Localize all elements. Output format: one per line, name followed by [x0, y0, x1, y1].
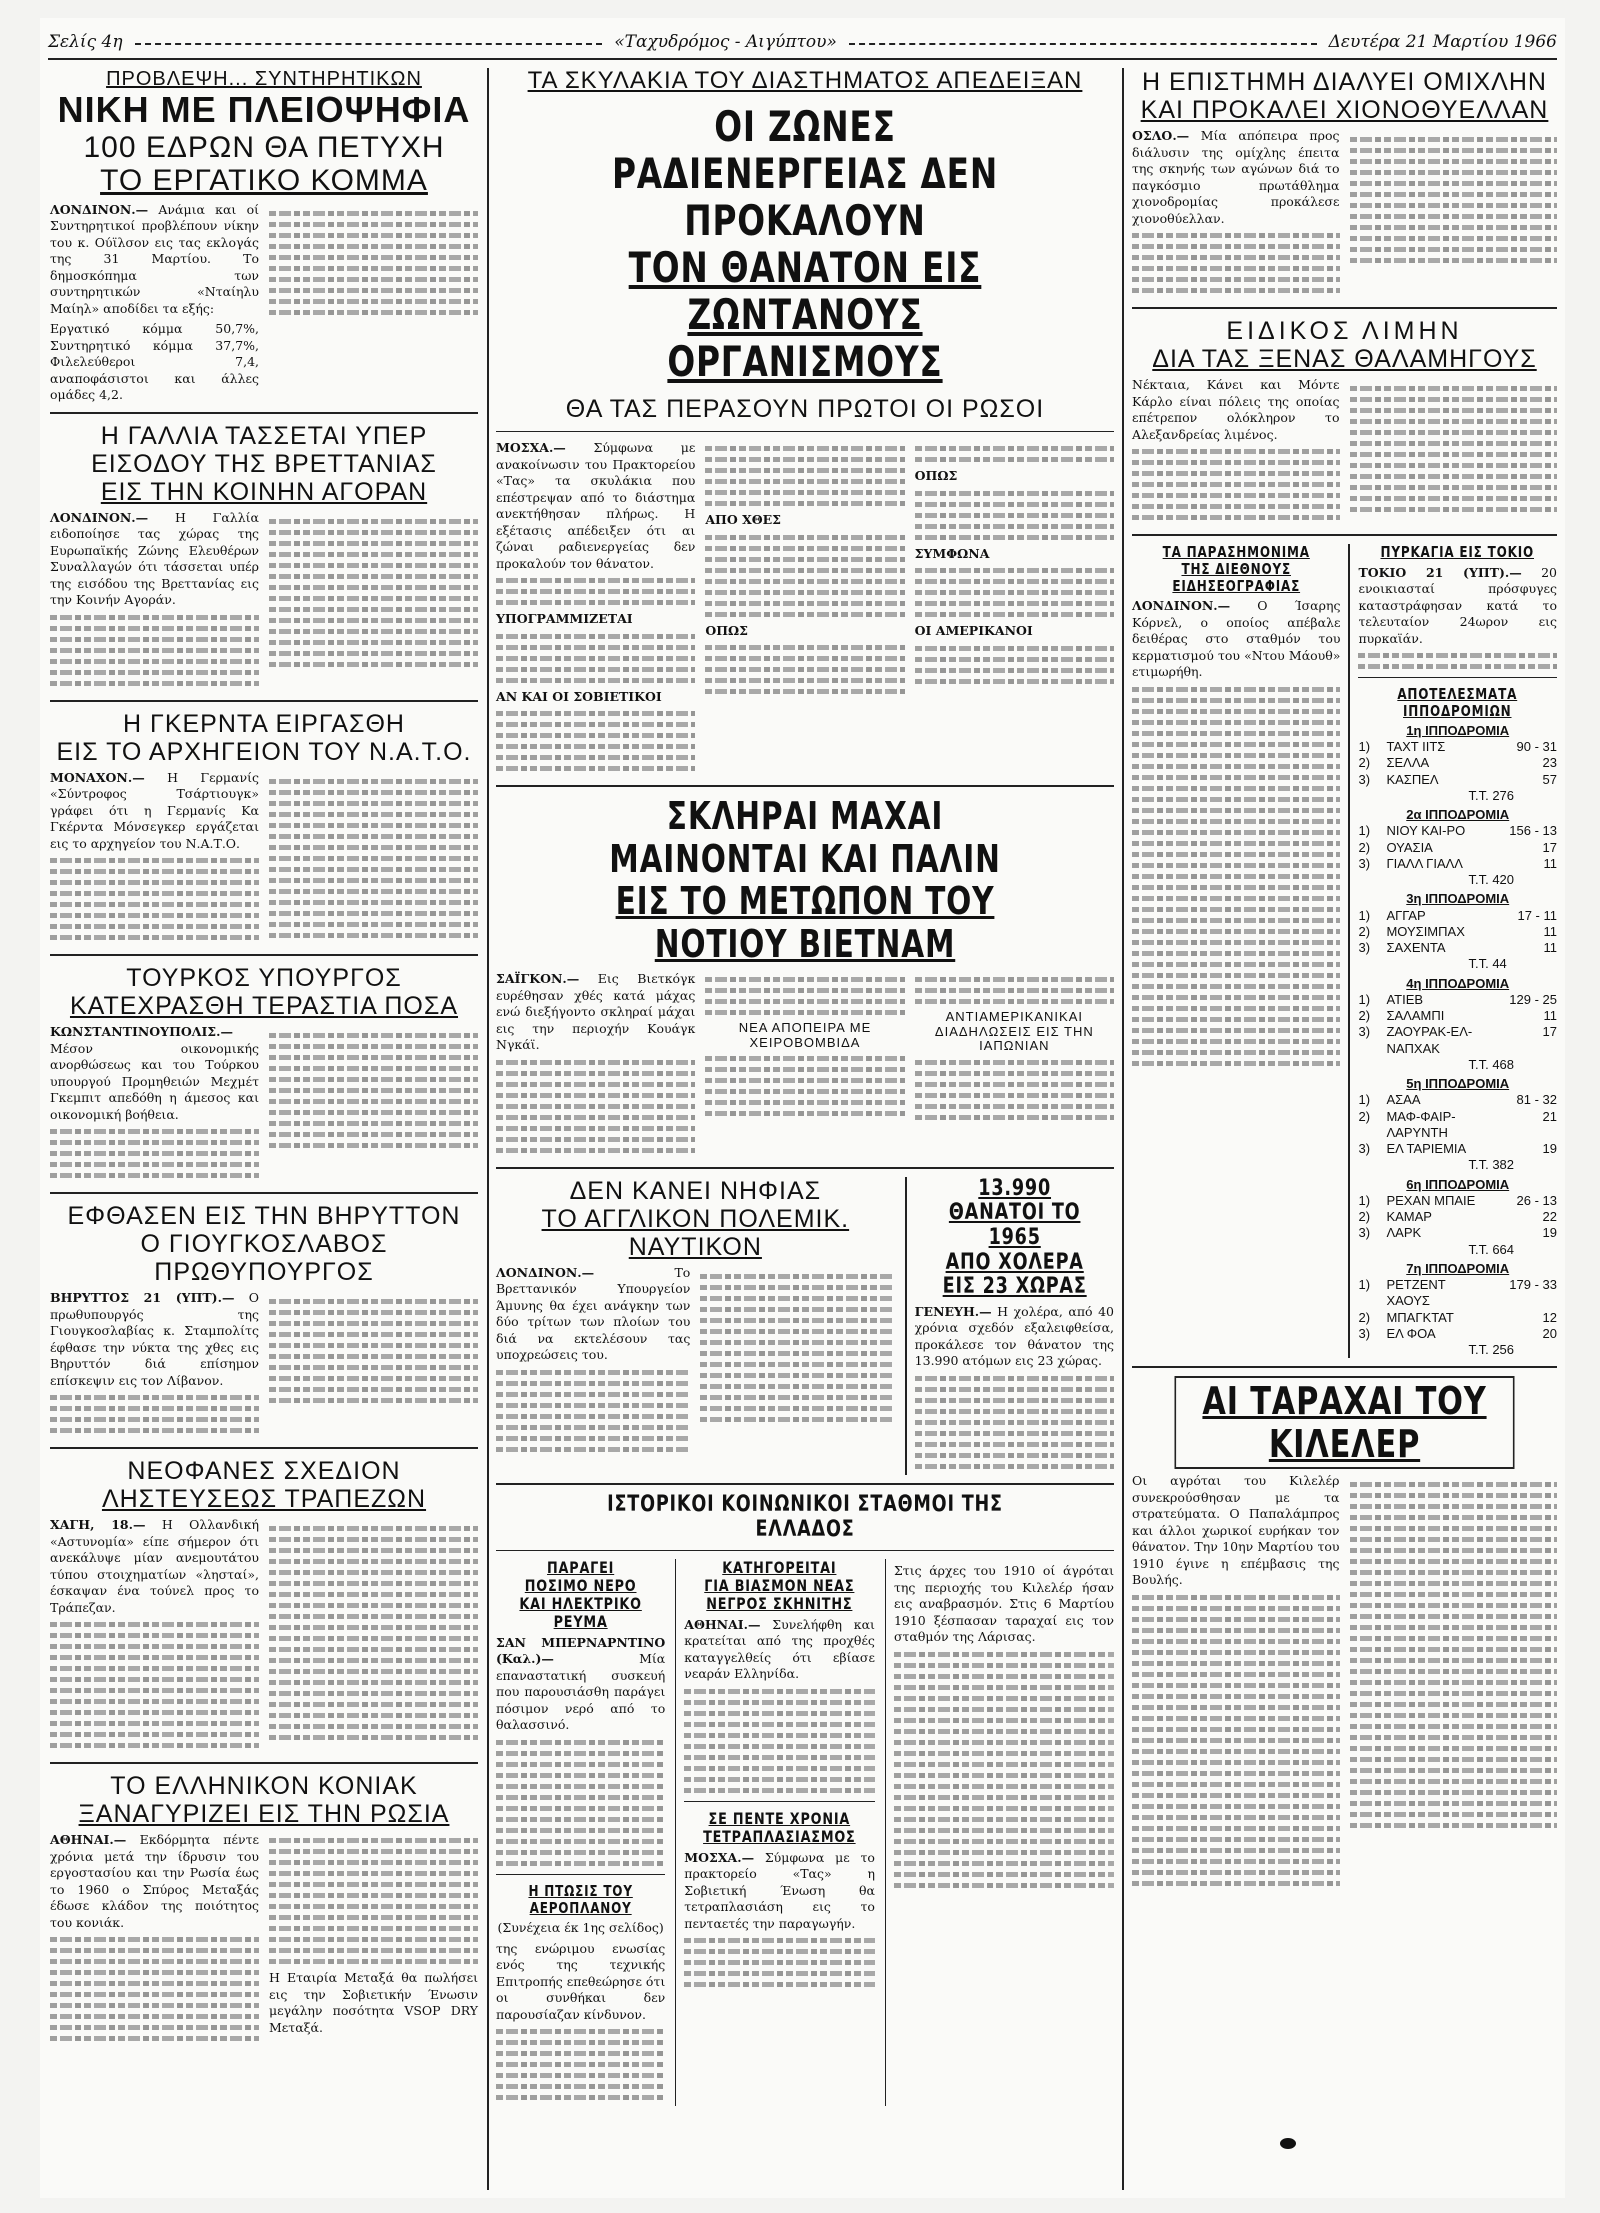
place: 2) [1358, 1309, 1371, 1325]
payout: 17 - 11 [1517, 907, 1557, 923]
race-result-row [1358, 1109, 1557, 1142]
horse-name: ΕΛ ΦΟΑ [1386, 1325, 1436, 1341]
article-gerda-nato [50, 710, 478, 947]
headline: ΤΑ ΠΑΡΑΣΗΜΟΝΙΜΑ [1162, 543, 1310, 561]
dateline: ΣΑΪΓΚΟΝ.— [496, 971, 580, 987]
race-title: 2α ΙΠΠΟΔΡΟΜΙΑ [1406, 807, 1510, 823]
divider [496, 1550, 1114, 1551]
headline: ΠΥΡΚΑΓΙΑ ΕΙΣ ΤΟΚΙΟ [1380, 543, 1535, 561]
dateline: ΤΟΚΙΟ 21 (ΥΠΤ).— [1358, 564, 1522, 580]
body-text: Η χολέρα, από 40 χρόνια σχεδόν εξαλειφθείσα, προκάλεσε τον θάνατον της 13.990 ατόμων εις 23 χώρας. [914, 1303, 1114, 1369]
race-result-row [1358, 1141, 1557, 1157]
race-title: 1η ΙΠΠΟΔΡΟΜΙΑ [1406, 722, 1510, 738]
article-yugoslav-pm [50, 1202, 478, 1439]
body-text: Εργατικό κόμμα 50,7%, Συντηρητικό κόμμα 37,7%, Φιλελεύθεροι 7,4, αναποφάσιστοι και άλλες ομάδες 4,2. [50, 321, 259, 403]
place: 3) [1358, 771, 1371, 787]
article-bank-robbery [50, 1457, 478, 1754]
body-text: Η Γαλλία ειδοποίησε τας χώρας της Ευρωπαϊκής Ζώνης Ελευθέρων Συναλλαγών ότι τάσσεται υπέρ της εισόδου της Βρεττανίας εις την Κοινήν Αγοράν. [50, 509, 259, 608]
subhead: ΑΝΤΙΑΜΕΡΙΚΑΝΙΚΑΙ ΔΙΑΔΗΛΩΣΕΙΣ ΕΙΣ ΤΗΝ ΙΑΠΩΝΙΑΝ [934, 1009, 1094, 1054]
body-text: της ενώριμου ενωσίας ενός της τεχνικής Επιτροπής επεθεώρησε ότι οι συνθήκαι δεν παρουσίαζαν κίνδυνον. [496, 1940, 666, 2022]
horse-name: ΡΕΧΑΝ ΜΠΑΙΕ [1386, 1192, 1476, 1208]
subhead: ΑΝ ΚΑΙ ΟΙ ΣΟΒΙΕΤΙΚΟΙ [496, 688, 662, 704]
article-vietnam [496, 795, 1114, 1159]
place: 3) [1358, 1141, 1371, 1157]
place: 3) [1358, 1024, 1371, 1040]
payout: 11 [1543, 855, 1557, 871]
headline: ΚΑΙ ΠΡΟΚΑΛΕΙ ΧΙΟΝΟΘΥΕΛΛΑΝ [1140, 96, 1549, 124]
section-heading: ΙΣΤΟΡΙΚΟΙ ΚΟΙΝΩΝΙΚΟΙ ΣΤΑΘΜΟΙ ΤΗΣ ΕΛΛΑΔΟΣ [607, 1491, 1003, 1542]
body-text: Συνελήφθη και κρατείται από της προχθές καταγγελθείς ότι εβίασε νεαράν Ελληνίδα. [684, 1616, 875, 1682]
newspaper-page [40, 18, 1565, 2198]
payout: 22 [1542, 1209, 1557, 1225]
body-text: Το Βρεττανικόν Υπουργείον Άμυνης θα έχει ανάγκην των δύο τρίτων των πλοίων του διά να εκτελέσουν τας υποχρεώσεις του. [496, 1264, 691, 1363]
horse-name: ΛΑΡΚ [1386, 1225, 1422, 1241]
body-text: Η Εταιρία Μεταξά θα πωλήσει εις την Σοβιετικήν Ένωσιν μεγάλην ποσότητα VSOP DRY Μεταξά. [269, 1970, 478, 2035]
race-result-row [1358, 856, 1557, 872]
kicker: ΤΑ ΣΚΥΛΑΚΙΑ ΤΟΥ ΔΙΑΣΤΗΜΑΤΟΣ ΑΠΕΔΕΙΞΑΝ [527, 67, 1083, 94]
horse-name: ΣΑΧΕΝΤΑ [1386, 940, 1446, 956]
headline: Η ΓΑΛΛΙΑ ΤΑΣΣΕΤΑΙ ΥΠΕΡ [100, 421, 428, 450]
subhead: ΟΙ ΑΜΕΡΙΚΑΝΟΙ [914, 623, 1033, 639]
race-result-row [1358, 739, 1557, 755]
dateline: ΛΟΝΔΙΝΟΝ.— [1132, 598, 1231, 614]
divider [496, 785, 1114, 787]
subhead: (Συνέχεια έκ 1ης σελίδος) [497, 1920, 664, 1936]
payout: 156 - 13 [1509, 823, 1557, 839]
payout: 17 [1542, 839, 1557, 855]
place: 1) [1358, 991, 1371, 1007]
payout: 11 [1543, 940, 1557, 956]
article-water [496, 1559, 665, 2106]
body-text: Ο πρωθυπουργός της Γιουγκοσλαβίας κ. Σταμπολίτς έφθασε την νύκτα της χθες εις Βηρυττόν διά επίσημον επίσκεψιν εις τον Λίβανον. [50, 1290, 259, 1388]
headline: ΕΙΣ ΤΟ ΑΡΧΗΓΕΙΟΝ ΤΟΥ Ν.Α.Τ.Ο. [56, 737, 472, 766]
payout: 179 - 33 [1509, 1277, 1557, 1293]
paper-name: «Ταχυδρόμος - Αιγύπτου» [614, 32, 837, 52]
place: 1) [1358, 823, 1371, 839]
payout: 57 [1542, 771, 1557, 787]
body-text: Νέκταια, Κάνει και Μόντε Κάρλο είναι πόλεις της οποίας επέτρεπον ολόκληρον το Αλεξανδρείας λιμένος. [1132, 377, 1340, 442]
headline: ΤΟ ΑΓΓΛΙΚΟΝ ΠΟΛΕΜΙΚ. ΝΑΥΤΙΚΟΝ [541, 1204, 850, 1261]
subhead: ΥΠΟΓΡΑΜΜΙΖΕΤΑΙ [496, 611, 633, 627]
horse-name: ΣΕΛΛΑ [1386, 755, 1430, 771]
race-result-row [1358, 1092, 1557, 1108]
article-history [885, 1559, 1114, 2106]
race-result-row [1358, 1193, 1557, 1209]
headline: ΕΙΣ ΤΗΝ ΚΟΙΝΗΝ ΑΓΟΡΑΝ [100, 477, 428, 506]
race-total: Τ.Τ. 256 [1468, 1342, 1515, 1358]
headline: 13.990 ΘΑΝΑΤΟΙ ΤΟ 1965 [948, 1175, 1081, 1250]
race-result-row [1358, 840, 1557, 856]
place: 3) [1358, 855, 1371, 871]
subhead: ΝΕΑ ΑΠΟΠΕΙΡΑ ΜΕ ΧΕΙΡΟΒΟΜΒΙΔΑ [738, 1020, 872, 1050]
article-tokyo-fire [1348, 544, 1557, 1358]
race-result-row [1358, 1310, 1557, 1326]
headline: Η ΕΠΙΣΤΗΜΗ ΔΙΑΛΥΕΙ ΟΜΙΧΛΗΝ [1141, 68, 1547, 96]
headline: ΤΗΣ ΔΙΕΘΝΟΥΣ ΕΙΔΗΣΕΟΓΡΑΦΙΑΣ [1172, 559, 1301, 595]
divider [50, 1192, 478, 1194]
dateline: ΜΟΣΧΑ.— [496, 440, 566, 456]
dateline: ΛΟΝΔΙΝΟΝ.— [50, 201, 149, 217]
race-result-row [1358, 908, 1557, 924]
body-text: Οι αγρόται του Κιλελέρ συνεκρούσθησαν με τα στρατεύματα. Ο Παπαλάμπρος και άλλοι χωρικοί ευρήκαν τον θάνατον. Την 10ην Μαρτίου του 1910 έγινε η επέμβασις της Βουλής. [1132, 1473, 1340, 1588]
divider [1132, 534, 1557, 536]
headline: ΛΗΣΤΕΥΣΕΩΣ ΤΡΑΠΕΖΩΝ [101, 1485, 427, 1514]
divider [50, 1447, 478, 1449]
divider [496, 1874, 665, 1875]
horse-name: ΝΙΟΥ ΚΑΙ-ΡΟ [1386, 823, 1466, 839]
payout: 20 [1542, 1325, 1557, 1341]
article-assault [675, 1559, 875, 2106]
race-result-row [1358, 940, 1557, 956]
race-title: 6η ΙΠΠΟΔΡΟΜΙΑ [1406, 1176, 1510, 1192]
divider [496, 1167, 1114, 1169]
headline: ΕΙΔΙΚΟΣ ΛΙΜΗΝ [1226, 317, 1463, 345]
place: 2) [1358, 1108, 1371, 1124]
race-result-row [1358, 924, 1557, 940]
headline: Η ΓΚΕΡΝΤΑ ΕΙΡΓΑΣΘΗ [123, 709, 405, 738]
horse-name: ΚΑΣΠΕΛ [1386, 771, 1439, 787]
headline: ΤΟΝ ΘΑΝΑΤΟΝ ΕΙΣ ΖΩΝΤΑΝΟΥΣ ΟΡΓΑΝΙΣΜΟΥΣ [628, 242, 982, 387]
horse-name: ΜΑΦ-ΦΑΙΡ-ΛΑΡΥΝΤΗ [1386, 1108, 1456, 1140]
headline: ΕΙΣ ΤΟ ΜΕΤΩΠΟΝ ΤΟΥ ΝΟΤΙΟΥ ΒΙΕΤΝΑΜ [615, 879, 995, 966]
column-rule [487, 68, 489, 2190]
place: 1) [1358, 907, 1371, 923]
body-text: Η Ολλανδική «Αστυνομία» είπε σήμερον ότι ανεκάλυψε μίαν ανεμουτάτου τύπου στοιχηματίων «λησταί», έσκαψαν ένα τούνελ προς το Τράπεζαν. [50, 1517, 259, 1615]
payout: 21 [1542, 1108, 1557, 1124]
headline: ΕΦΘΑΣΕΝ ΕΙΣ ΤΗΝ ΒΗΡΥΤΤΟΝ [67, 1202, 461, 1231]
article-labour-victory [50, 68, 478, 404]
place: 2) [1358, 1209, 1371, 1225]
horse-name: ΤΑΧΤ ΙΙΤΣ [1386, 739, 1446, 755]
body-text: Μία επαναστατική συσκευή που παρουσιάσθη παράγει πόσιμον νερό από το θαλασσινό. [496, 1651, 666, 1733]
body-text: Η Γερμανίς «Σύντροφος Τσάρτιουγκ» γράφει ότι η Γερμανίς Κα Γκέρντα Μόνσεγκερ εργάζεται εις το αρχηγείον του Ν.Α.Τ.Ο. [50, 769, 259, 851]
deck: ΘΑ ΤΑΣ ΠΕΡΑΣΟΥΝ ΠΡΩΤΟΙ ΟΙ ΡΩΣΟΙ [565, 395, 1045, 424]
payout: 11 [1543, 923, 1557, 939]
headline: ΚΑΙ ΗΛΕΚΤΡΙΚΟ ΡΕΥΜΑ [519, 1593, 642, 1631]
payout: 90 - 31 [1516, 739, 1557, 755]
race-total: Τ.Τ. 664 [1468, 1241, 1515, 1257]
horse-name: ΜΠΑΓΚΤΑΤ [1386, 1309, 1454, 1325]
payout: 81 - 32 [1516, 1092, 1557, 1108]
place: 2) [1358, 1008, 1371, 1024]
race-result-row [1358, 1225, 1557, 1241]
header-dashes [849, 43, 1317, 45]
divider [50, 954, 478, 956]
body-text: Εις Βιετκόγκ ευρέθησαν χθές κατά μάχας ενώ διεξήγοντο σκληραί μάχαι εις την περιοχήν Κουάγκ Νγκάϊ. [496, 971, 696, 1053]
body-text: Μία απόπειρα προς διάλυσιν της ομίχλης έπειτα της σκηνής των αγώνων διά το παγκόσμιο πρωτάθλημα χιονοδρομίας προκάλεσε χιονοθύελλαν. [1132, 128, 1340, 226]
divider [684, 1801, 875, 1802]
subhead: ΟΠΩΣ [914, 468, 958, 484]
divider [1132, 307, 1557, 309]
dateline: ΑΘΗΝΑΙ.— [50, 1832, 127, 1848]
dateline: ΚΩΝΣΤΑΝΤΙΝΟΥΠΟΛΙΣ.— [50, 1024, 233, 1040]
horse-name: ΡΕΤΖΕΝΤ ΧΑΟΥΣ [1386, 1277, 1446, 1309]
page-number: Σελίς 4η [48, 32, 123, 52]
divider [496, 431, 1114, 432]
headline: 100 ΕΔΡΩΝ ΘΑ ΠΕΤΥΧΗ [83, 130, 445, 164]
horse-name: ΟΥΑΣΙΑ [1386, 839, 1433, 855]
divider [50, 412, 478, 414]
divider [50, 700, 478, 702]
headline: ΝΕΓΡΟΣ ΣΚΗΝΙΤΗΣ [706, 1593, 853, 1613]
running-header [48, 26, 1557, 60]
horse-name: ΓΙΑΛΛ ΓΙΑΛΛ [1386, 855, 1463, 871]
horse-name: ΜΟΥΣΙΜΠΑΧ [1386, 923, 1465, 939]
headline: ΝΕΟΦΑΝΕΣ ΣΧΕΔΙΟΝ [127, 1457, 401, 1486]
race-total: Τ.Τ. 382 [1468, 1157, 1515, 1173]
headline: ΞΑΝΑΓΥΡΙΖΕΙ ΕΙΣ ΤΗΝ ΡΩΣΙΑ [78, 1800, 450, 1829]
place: 1) [1358, 1092, 1371, 1108]
horse-name: ΕΛ ΤΑΡΙΕΜΙΑ [1386, 1141, 1467, 1157]
headline: ΑΠΟ ΧΟΛΕΡΑ ΕΙΣ 23 ΧΩΡΑΣ [942, 1249, 1087, 1300]
dateline: ΑΘΗΝΑΙ.— [684, 1616, 761, 1632]
race-total: Τ.Τ. 420 [1468, 872, 1515, 888]
article-cholera [905, 1177, 1114, 1475]
headline: ΤΟ ΕΛΛΗΝΙΚΟΝ ΚΟΝΙΑΚ [110, 1772, 418, 1801]
body-text: Εκδόρμητα πέντε χρόνια μετά την ίδρυσιν του εργοστασίου και την Ρωσία έως το 1960 ο Σπύρος Μεταξάς έδωσε κλάδον της ποιότητος του κονιάκ. [50, 1832, 259, 1930]
headline: Η ΠΤΩΣΙΣ ΤΟΥ ΑΕΡΟΠΛΑΝΟΥ [528, 1881, 633, 1917]
body-text: Μέσον οικονομικής ανορθώσεως και του Τούρκου υπουργού Προμηθειών Μεχμέτ Γκεμπιτ απεδόθη η άμεσος και οικονομική βοήθεια. [50, 1040, 259, 1122]
ink-blot [1280, 2138, 1296, 2149]
article-yacht-port [1132, 317, 1557, 526]
horse-name: ΑΓΓΑΡ [1386, 907, 1426, 923]
place: 2) [1358, 839, 1371, 855]
payout: 11 [1543, 1008, 1557, 1024]
article-france-britain [50, 422, 478, 692]
divider [1132, 1366, 1557, 1368]
race-total: Τ.Τ. 468 [1468, 1056, 1515, 1072]
headline: Ο ΓΙΟΥΓΚΟΣΛΑΒΟΣ ΠΡΩΘΥΠΟΥΡΓΟΣ [140, 1230, 388, 1287]
place: 3) [1358, 1325, 1371, 1341]
headline: ΔΕΝ ΚΑΝΕΙ ΝΗΦΙΑΣ [569, 1176, 822, 1205]
payout: 26 - 13 [1516, 1192, 1557, 1208]
article-royal-navy [496, 1177, 895, 1475]
headline: ΔΙΑ ΤΑΣ ΞΕΝΑΣ ΘΑΛΑΜΗΓΟΥΣ [1152, 345, 1537, 373]
race-title: 7η ΙΠΠΟΔΡΟΜΙΑ [1406, 1260, 1510, 1276]
payout: 23 [1542, 755, 1557, 771]
dateline: ΛΟΝΔΙΝΟΝ.— [496, 1264, 595, 1280]
place: 2) [1358, 755, 1371, 771]
dateline: ΟΣΛΟ.— [1132, 128, 1190, 143]
race-result-row [1358, 755, 1557, 771]
subhead: ΣΥΜΦΩΝΑ [914, 545, 990, 561]
headline: ΣΕ ΠΕΝΤΕ ΧΡΟΝΙΑ [708, 1808, 851, 1828]
place: 2) [1358, 923, 1371, 939]
place: 1) [1358, 1277, 1371, 1293]
dateline: ΒΗΡΥΤΤΟΣ 21 (ΥΠΤ).— [50, 1290, 235, 1306]
race-total: Τ.Τ. 44 [1468, 956, 1507, 972]
left-column [50, 68, 478, 2190]
headline: ΟΙ ΖΩΝΕΣ ΡΑΔΙΕΝΕΡΓΕΙΑΣ ΔΕΝ ΠΡΟΚΑΛΟΥΝ [611, 101, 999, 245]
payout: 129 - 25 [1509, 991, 1557, 1007]
dateline: ΛΟΝΔΙΝΟΝ.— [50, 509, 149, 525]
subhead: ΟΠΩΣ [705, 622, 748, 638]
dateline: ΓΕΝΕΥΗ.— [914, 1303, 992, 1319]
race-result-row [1358, 1277, 1557, 1310]
divider [50, 1762, 478, 1764]
body-text: Ανάμια και οί Συντηρητικοί προβλέπουν νίκην του κ. Ούϊλσον εις τας εκλογάς της 31 Μαρτίου. Το δημοσκόπημα των συντηρητικών «Νταίηλυ Μαίηλ» αποδίδει τα εξής: [50, 201, 259, 316]
dateline: ΜΟΣΧΑ.— [684, 1849, 755, 1865]
header-dashes [135, 43, 603, 45]
divider [496, 1483, 1114, 1485]
divider [1358, 677, 1557, 678]
headline: ΑΙ ΤΑΡΑΧΑΙ ΤΟΥ ΚΙΛΕΛΕΡ [1175, 1376, 1515, 1469]
race-result-row [1358, 1326, 1557, 1342]
race-result-row [1358, 772, 1557, 788]
horse-name: ΚΑΜΑΡ [1386, 1209, 1432, 1225]
race-result-row [1358, 1008, 1557, 1024]
article-greek-cognac [50, 1772, 478, 2047]
headline: ΤΟΥΡΚΟΣ ΥΠΟΥΡΓΟΣ [126, 964, 402, 993]
results-heading: ΑΠΟΤΕΛΕΣΜΑΤΑ ΙΠΠΟΔΡΟΜΙΩΝ [1397, 685, 1518, 721]
kicker: ΠΡΟΒΛΕΨΗ... ΣΥΝΤΗΡΗΤΙΚΩΝ [106, 68, 422, 90]
race-total: Τ.Τ. 276 [1468, 787, 1515, 803]
article-kileler [1132, 1376, 1557, 1892]
dateline: ΜΟΝΑΧΟΝ.— [50, 769, 145, 785]
headline: ΚΑΤΕΧΡΑΣΘΗ ΤΕΡΑΣΤΙΑ ΠΟΣΑ [69, 992, 459, 1021]
place: 3) [1358, 940, 1371, 956]
race-result-row [1358, 1209, 1557, 1225]
right-column [1132, 68, 1557, 2190]
payout: 19 [1542, 1141, 1557, 1157]
headline: ΓΙΑ ΒΙΑΣΜΟΝ ΝΕΑΣ [704, 1576, 855, 1596]
headline: ΠΑΡΑΓΕΙ ΠΟΣΙΜΟ ΝΕΡΟ [524, 1558, 637, 1596]
issue-date: Δευτέρα 21 Μαρτίου 1966 [1328, 32, 1557, 52]
dateline: ΧΑΓΗ, 18.— [50, 1517, 146, 1533]
body-text: Σύμφωνα με ανακοίνωσιν του Πρακτορείου «Τας» τα σκυλάκια που επέστρεψαν από το διάστημα ανεκτήθησαν πλήρως. Η εξέτασις απέδειξεν ότι αι ζώναι ραδιενεργείας δεν προκαλούν τον θάνατον. [496, 440, 696, 571]
payout: 19 [1542, 1225, 1557, 1241]
dateline: ΣΑΝ ΜΠΕΡΝΑΡΝΤΙΝΟ (Καλ.)— [496, 1634, 666, 1667]
headline: ΕΙΣΟΔΟΥ ΤΗΣ ΒΡΕΤΤΑΝΙΑΣ [91, 449, 437, 478]
body-text: Στις άρχες του 1910 οί άγρόται της περιοχής του Κιλελέρ ήσαν εις αναβρασμόν. Στις 6 Μαρτίου 1910 ξέσπασαν ταραχαί εις τον σταθμόν της Λάρισας. [893, 1563, 1114, 1645]
body-text: Σύμφωνα με το πρακτορείο «Τας» η Σοβιετική Ένωση θα τετραπλασιάση εις το πενταετές την παραγωγήν. [684, 1849, 875, 1931]
middle-column [496, 68, 1114, 2190]
place: 1) [1358, 739, 1371, 755]
article-news-oddities [1132, 544, 1340, 1358]
horse-name: ΣΑΛΑΜΠΙ [1386, 1008, 1445, 1024]
place: 3) [1358, 1225, 1371, 1241]
body-text: 20 ενοικιασταί πρόσφυγες καταστράφησαν κατά το τελευταίον 24ωρον εις πυρκαϊάν. [1358, 564, 1557, 646]
headline: ΤΕΤΡΑΠΛΑΣΙΑΣΜΟΣ [703, 1826, 856, 1846]
race-result-row [1358, 1024, 1557, 1057]
race-title: 4η ΙΠΠΟΔΡΟΜΙΑ [1406, 975, 1510, 991]
headline: ΣΚΛΗΡΑΙ ΜΑΧΑΙ ΜΑΙΝΟΝΤΑΙ ΚΑΙ ΠΑΛΙΝ [609, 794, 1001, 881]
payout: 12 [1542, 1309, 1557, 1325]
headline: ΝΙΚΗ ΜΕ ΠΛΕΙΟΨΗΦΙΑ [57, 89, 471, 131]
body-text: Ο Ίσαρης Κόρνελ, ο οποίος απέβαλε δειθέρας στο σταθμόν του κερματισμού του «Ντου Μάουθ» ετιμωρήθη. [1132, 598, 1341, 680]
article-space-dogs [496, 68, 1114, 777]
race-title: 3η ΙΠΠΟΔΡΟΜΙΑ [1406, 891, 1510, 907]
horse-name: ΑΤΙΕΒ [1386, 991, 1424, 1007]
race-title: 5η ΙΠΠΟΔΡΟΜΙΑ [1406, 1076, 1510, 1092]
place: 1) [1358, 1192, 1371, 1208]
subhead: ΑΠΟ ΧΘΕΣ [705, 512, 782, 528]
horse-name: ΑΣΑΑ [1386, 1092, 1421, 1108]
race-result-row [1358, 823, 1557, 839]
article-turkish-minister [50, 964, 478, 1184]
headline: ΤΟ ΕΡΓΑΤΙΚΟ ΚΟΜΜΑ [100, 164, 428, 198]
horse-name: ΖΑΟΥΡΑΚ-ΕΛ-ΝΑΠΧΑΚ [1386, 1024, 1473, 1056]
race-result-row [1358, 992, 1557, 1008]
column-rule [1122, 68, 1124, 2190]
race-results [1358, 723, 1557, 1359]
headline: ΚΑΤΗΓΟΡΕΙΤΑΙ [722, 1558, 837, 1578]
payout: 17 [1542, 1024, 1557, 1040]
article-fog-science [1132, 68, 1557, 299]
